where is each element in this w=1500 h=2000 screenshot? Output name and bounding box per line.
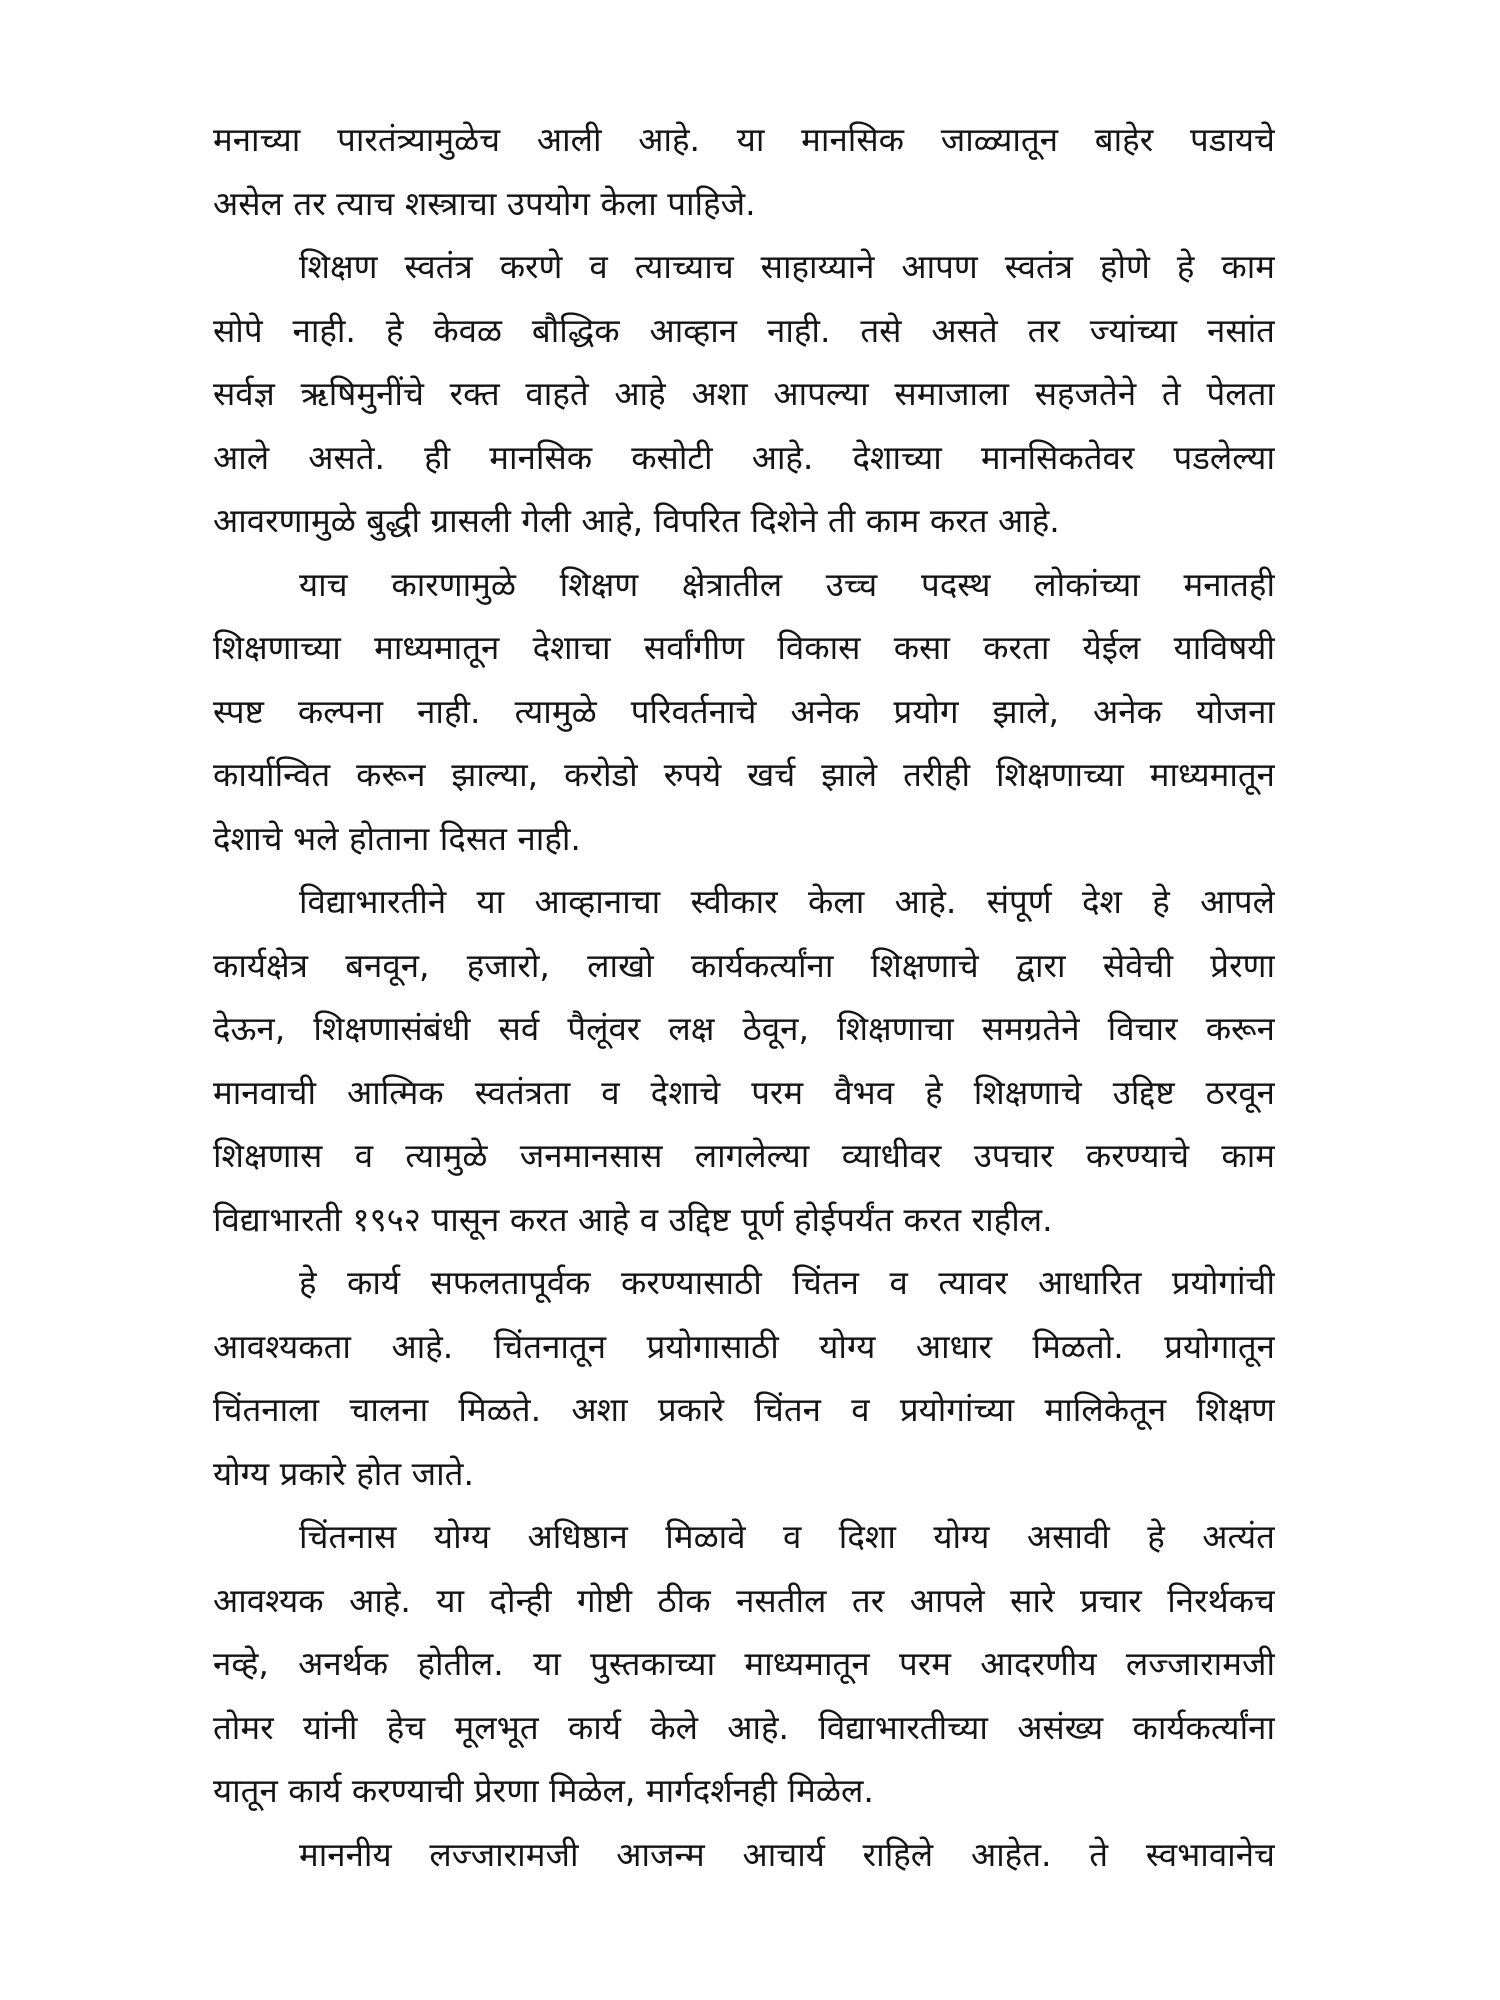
text-line-content: कार्यक्षेत्र बनवून, हजारो, लाखो कार्यकर्त्यांना शिक्षणाचे द्वारा सेवेची प्रेरणा bbox=[213, 945, 1275, 985]
text-line bbox=[213, 108, 1275, 172]
text-line-content: मानवाची आत्मिक स्वतंत्रता व देशाचे परम वैभव हे शिक्षणाचे उद्दिष्ट ठरवून bbox=[213, 1072, 1275, 1112]
text-line-content: आले असते. ही मानसिक कसोटी आहे. देशाच्या मानसिकतेवर पडलेल्या bbox=[213, 437, 1275, 477]
text-line-content: आवश्यकता आहे. चिंतनातून प्रयोगासाठी योग्य आधार मिळतो. प्रयोगातून bbox=[213, 1326, 1275, 1366]
text-line-content: स्पष्ट कल्पना नाही. त्यामुळे परिवर्तनाचे अनेक प्रयोग झाले, अनेक योजना bbox=[213, 691, 1275, 731]
text-line bbox=[213, 1696, 1275, 1760]
text-line bbox=[213, 426, 1275, 490]
text-line bbox=[213, 870, 1275, 934]
text-line bbox=[213, 1188, 1275, 1252]
text-line-content: विद्याभारतीने या आव्हानाचा स्वीकार केला आहे. संपूर्ण देश हे आपले bbox=[299, 882, 1275, 921]
text-line bbox=[213, 489, 1275, 553]
text-line-content: नव्हे, अनर्थक होतील. या पुस्तकाच्या माध्यमातून परम आदरणीय लज्जारामजी bbox=[213, 1644, 1275, 1683]
text-line bbox=[213, 807, 1275, 871]
text-line bbox=[213, 1315, 1275, 1379]
text-line-content: योग्य प्रकारे होत जाते. bbox=[213, 1453, 474, 1493]
text-line bbox=[213, 553, 1275, 617]
text-line-content: शिक्षण स्वतंत्र करणे व त्याच्याच साहाय्याने आपण स्वतंत्र होणे हे काम bbox=[299, 247, 1275, 286]
text-line-content: विद्याभारती १९५२ पासून करत आहे व उद्दिष्ट पूर्ण होईपर्यंत करत राहील. bbox=[213, 1199, 1053, 1239]
text-line-content: असेल तर त्याच शस्त्राचा उपयोग केला पाहिजे. bbox=[213, 183, 756, 223]
text-line-content: माननीय लज्जारामजी आजन्म आचार्य राहिले आहेत. ते स्वभावानेच bbox=[299, 1834, 1275, 1874]
text-line-content: कार्यान्वित करून झाल्या, करोडो रुपये खर्च झाले तरीही शिक्षणाच्या माध्यमातून bbox=[213, 755, 1275, 794]
text-line-content: हे कार्य सफलतापूर्वक करण्यासाठी चिंतन व त्यावर आधारित प्रयोगांची bbox=[299, 1263, 1275, 1302]
text-line bbox=[213, 1569, 1275, 1633]
text-line bbox=[213, 1632, 1275, 1696]
text-line bbox=[213, 680, 1275, 744]
text-line-content: देऊन, शिक्षणासंबंधी सर्व पैलूंवर लक्ष ठेवून, शिक्षणाचा समग्रतेने विचार करून bbox=[213, 1009, 1275, 1048]
text-line bbox=[213, 934, 1275, 998]
text-line bbox=[213, 997, 1275, 1061]
text-line bbox=[213, 1251, 1275, 1315]
text-line-content: तोमर यांनी हेच मूलभूत कार्य केले आहे. विद्याभारतीच्या असंख्य कार्यकर्त्यांना bbox=[213, 1707, 1275, 1747]
text-line bbox=[213, 743, 1275, 807]
text-line-content: देशाचे भले होताना दिसत नाही. bbox=[213, 818, 581, 858]
text-line bbox=[213, 1442, 1275, 1506]
text-line bbox=[213, 616, 1275, 680]
text-line-content: सर्वज्ञ ऋषिमुनींचे रक्त वाहते आहे अशा आपल्या समाजाला सहजतेने ते पेलता bbox=[213, 374, 1275, 413]
text-line-content: चिंतनास योग्य अधिष्ठान मिळावे व दिशा योग्य असावी हे अत्यंत bbox=[299, 1517, 1275, 1556]
text-line bbox=[213, 362, 1275, 426]
text-line-content: शिक्षणाच्या माध्यमातून देशाचा सर्वांगीण विकास कसा करता येईल याविषयी bbox=[213, 628, 1275, 667]
page-body bbox=[213, 108, 1275, 1886]
text-line-content: आवरणामुळे बुद्धी ग्रासली गेली आहे, विपरित दिशेने ती काम करत आहे. bbox=[213, 501, 1060, 540]
text-line bbox=[213, 172, 1275, 236]
text-line bbox=[213, 1823, 1275, 1887]
text-line bbox=[213, 1759, 1275, 1823]
text-line-content: मनाच्या पारतंत्र्यामुळेच आली आहे. या मानसिक जाळ्यातून बाहेर पडायचे bbox=[213, 120, 1275, 159]
text-line bbox=[213, 1124, 1275, 1188]
text-line bbox=[213, 1505, 1275, 1569]
text-line bbox=[213, 299, 1275, 363]
text-line bbox=[213, 235, 1275, 299]
text-line-content: आवश्यक आहे. या दोन्ही गोष्टी ठीक नसतील तर आपले सारे प्रचार निरर्थकच bbox=[213, 1580, 1275, 1620]
text-line-content: यातून कार्य करण्याची प्रेरणा मिळेल, मार्गदर्शनही मिळेल. bbox=[213, 1771, 874, 1810]
text-line-content: शिक्षणास व त्यामुळे जनमानसास लागलेल्या व्याधीवर उपचार करण्याचे काम bbox=[213, 1136, 1275, 1175]
text-line bbox=[213, 1061, 1275, 1125]
text-line-content: चिंतनाला चालना मिळते. अशा प्रकारे चिंतन व प्रयोगांच्या मालिकेतून शिक्षण bbox=[213, 1390, 1275, 1429]
text-line-content: सोपे नाही. हे केवळ बौद्धिक आव्हान नाही. तसे असते तर ज्यांच्या नसांत bbox=[213, 310, 1275, 350]
text-line-content: याच कारणामुळे शिक्षण क्षेत्रातील उच्च पदस्थ लोकांच्या मनातही bbox=[299, 564, 1275, 604]
text-line bbox=[213, 1378, 1275, 1442]
